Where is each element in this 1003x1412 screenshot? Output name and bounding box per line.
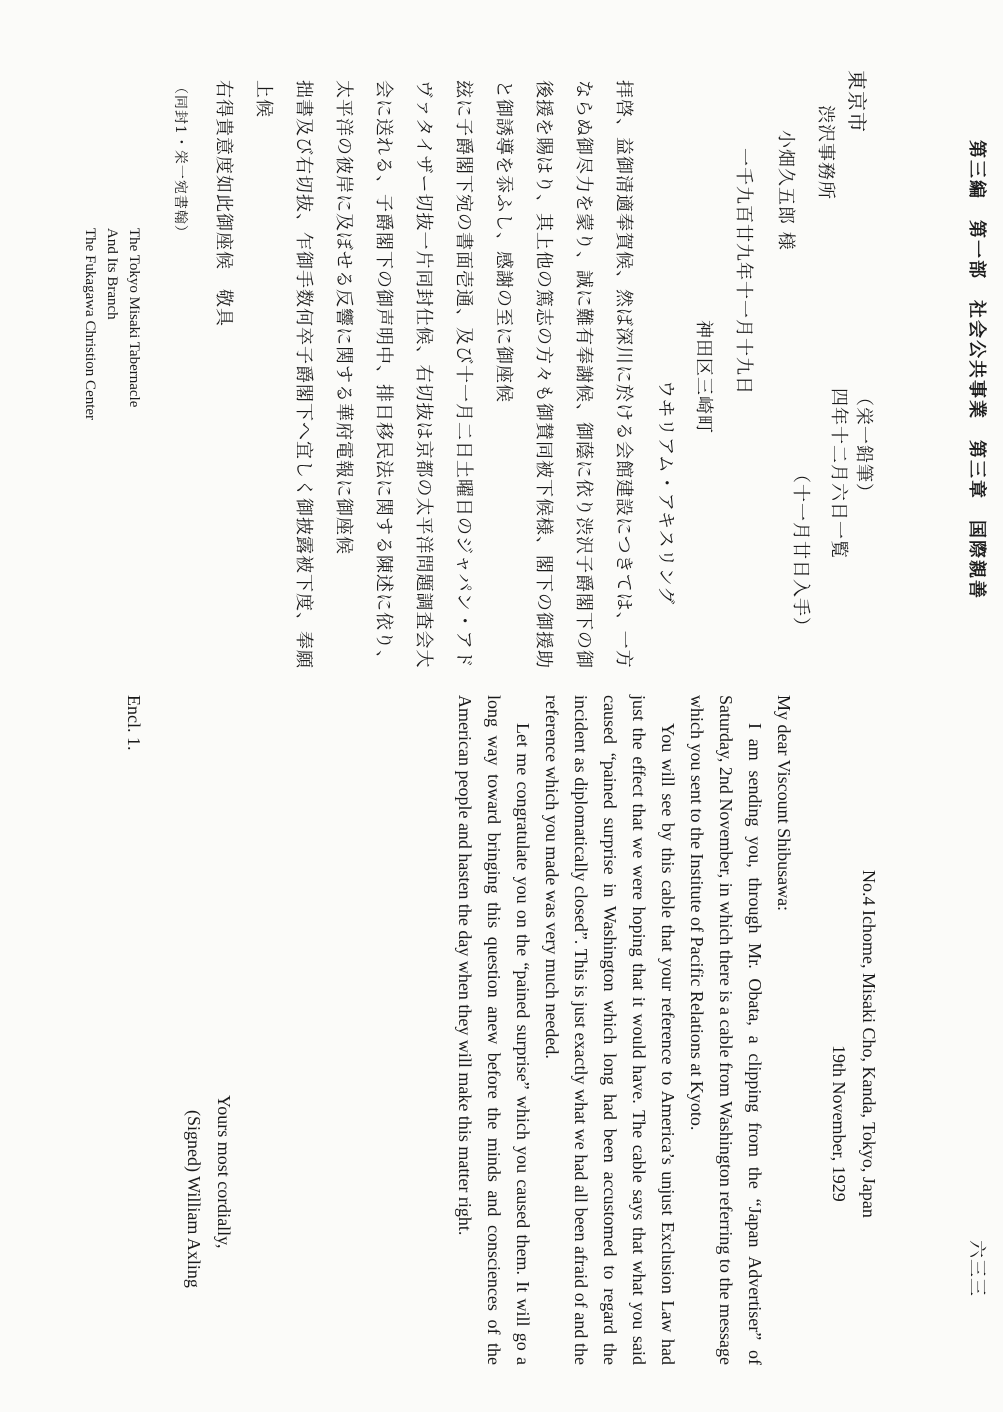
paragraph: I am sending you, through Mr. Obata, a clipping from the “Japan Advertiser” of Saturday, 2nd November, in which there is a cable from Washington referring to the message which you sent to the Institute of Pacific Relations at Kyoto. <box>687 695 765 1365</box>
org-line-2: And Its Branch <box>104 228 120 320</box>
org-line-3: The Fukagawa Christion Center <box>82 228 98 421</box>
body-line: 会に送れる、子爵閣下の御声明中、排日移民法に関する陳述に依り、 <box>373 80 394 669</box>
salutation: My dear Viscount Shibusawa: <box>774 695 794 912</box>
body-line: 拙書及び右切抜、乍御手数何卒子爵閣下へ宜しく御披露被下度、奉願 <box>293 80 314 669</box>
body-line: 拝啓、益御清適奉賀候、然ば深川に於ける会館建設につきては、一方 <box>613 80 634 669</box>
pencil-note: （栄一鉛筆） <box>853 388 874 502</box>
body-line: と御誘導を忝ふし、感謝の至に御座候 <box>493 80 514 403</box>
english-date: 19th November, 1929 <box>829 1045 849 1202</box>
body-line: 後援を賜はり、其上他の篤志の方々も御賛同被下候様、閣下の御援助 <box>533 80 554 669</box>
sender-place: 神田区三崎町 <box>693 320 714 434</box>
place: 東京市 <box>845 70 869 133</box>
received-note: （十一月廿日入手） <box>790 465 811 636</box>
japanese-body <box>203 80 643 700</box>
english-body <box>450 695 798 1365</box>
signature: (Signed) William Axling <box>184 1110 204 1288</box>
paragraph: You will see by this cable that your reference to America’s unjust Exclusion Law had just the effect that we were hoping that it would have. The cable says that what you said caused “pained surprise in Washington which long had been accustomed to regard the incident as diplomatically closed”. This is just exactly what we had all been afraid of and the reference which you made was very much needed. <box>542 695 678 1365</box>
seen-note: 四年十二月六日一覧 <box>828 388 849 559</box>
org-line-1: The Tokyo Misaki Tabernacle <box>126 228 142 408</box>
letter-date: 一千九百廿九年十一月十九日 <box>733 148 754 395</box>
office: 渋沢事務所 <box>815 105 836 200</box>
paragraph: Let me congratulate you on the “pained surprise” which you caused them. It will go a long way toward bringing this question anew before the minds and consciences of the American people and hasten the day when they will make this matter right. <box>455 695 533 1365</box>
closing: Yours most cordially, <box>214 1095 234 1249</box>
enclosure-note: （同封1・栄一宛書翰） <box>172 80 188 240</box>
page-number: 六三三 <box>966 1240 987 1297</box>
body-line: ヴァタイザー切抜一片同封仕候、右切抜は京都の太平洋問題調査会大 <box>413 80 434 669</box>
addressee: 小畑久五郎 様 <box>775 130 796 251</box>
body-line: ならぬ御尽力を蒙り、誠に難有奉謝候、御蔭に依り渋沢子爵閣下の御 <box>573 80 594 669</box>
body-line: 上候 <box>253 80 274 118</box>
section-header: 第三編 第一部 社会公共事業 第三章 国際親善 <box>966 140 987 600</box>
english-address: No.4 Ichome, Misaki Cho, Kanda, Tokyo, Japan <box>859 870 879 1218</box>
body-line: 太平洋の彼岸に及ぼせる反響に関する華府電報に御座候 <box>333 80 354 555</box>
english-enclosure: Encl. 1. <box>124 695 144 751</box>
body-line: 玆に子爵閣下宛の書面壱通、及び十一月二日土曜日のジャパン・アド <box>453 80 474 669</box>
body-line: 右得貴意度如此御座候 敬具 <box>213 80 234 327</box>
sender-name: ウヰリアム・アキスリング <box>655 380 676 606</box>
